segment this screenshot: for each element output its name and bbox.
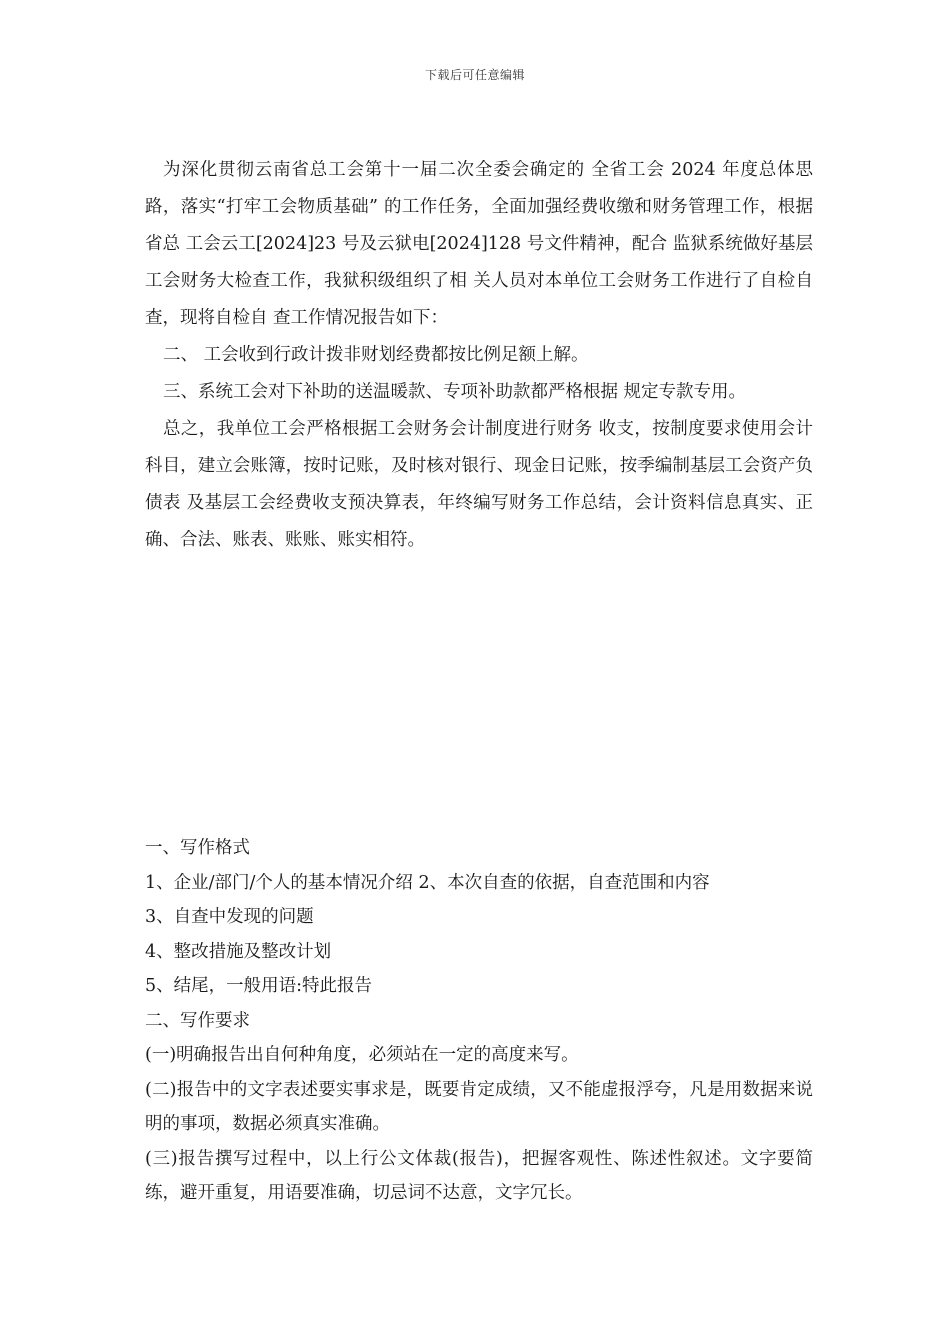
- report-conclusion-paragraph: 总之，我单位工会严格根据工会财务会计制度进行财务 收支，按制度要求使用会计科目，建立会账簿，按时记账，及时核对银行、现金日记账，按季编制基层工会资产负债表 及基层工会经费收支预决算表，年终编写财务工作总结，会计资料信息真实、正确、合法、账表、账账、账实相符。: [145, 419, 813, 550]
- report-item-three: 三、系统工会对下补助的送温暖款、专项补助款都严格根据 规定专款专用。: [163, 382, 747, 402]
- guide-heading-requirements: 二、写作要求: [145, 1010, 250, 1031]
- page-header-note: 下载后可任意编辑: [424, 68, 525, 82]
- report-item-two: 二、 工会收到行政计拨非财划经费都按比例足额上解。: [163, 345, 589, 365]
- guide-requirement-item: (二)报告中的文字表述要实事求是，既要肯定成绩，又不能虚报浮夸，凡是用数据来说明的事项，数据必须真实准确。: [145, 1079, 813, 1134]
- guide-format-item: 4、整改措施及整改计划: [145, 941, 332, 962]
- guide-heading-format: 一、写作格式: [145, 838, 250, 858]
- report-body: [145, 152, 813, 559]
- guide-format-item: 1、企业/部门/个人的基本情况介绍 2、本次自查的依据，自查范围和内容: [145, 872, 710, 893]
- guide-format-item: 3、自查中发现的问题: [145, 907, 314, 927]
- writing-guide: [145, 831, 813, 1211]
- report-intro-paragraph: 为深化贯彻云南省总工会第十一届二次全委会确定的 全省工会 2024 年度总体思路，落实“打牢工会物质基础” 的工作任务，全面加强经费收缴和财务管理工作，根据省总 工会云工[2024]23 号及云狱电[2024]128 号文件精神，配合 监狱系统做好基层工会财务大检查工作，我狱积级组织了相 关人员对本单位工会财务工作进行了自检自查，现将自检自 查工作情况报告如下：: [145, 160, 813, 328]
- guide-requirement-item: (三)报告撰写过程中，以上行公文体裁(报告)，把握客观性、陈述性叙述。文字要简练，避开重复，用语要准确，切忌词不达意，文字冗长。: [145, 1148, 813, 1203]
- guide-format-item: 5、结尾，一般用语:特此报告: [145, 976, 373, 996]
- guide-requirement-item: (一)明确报告出自何种角度，必须站在一定的高度来写。: [145, 1045, 579, 1065]
